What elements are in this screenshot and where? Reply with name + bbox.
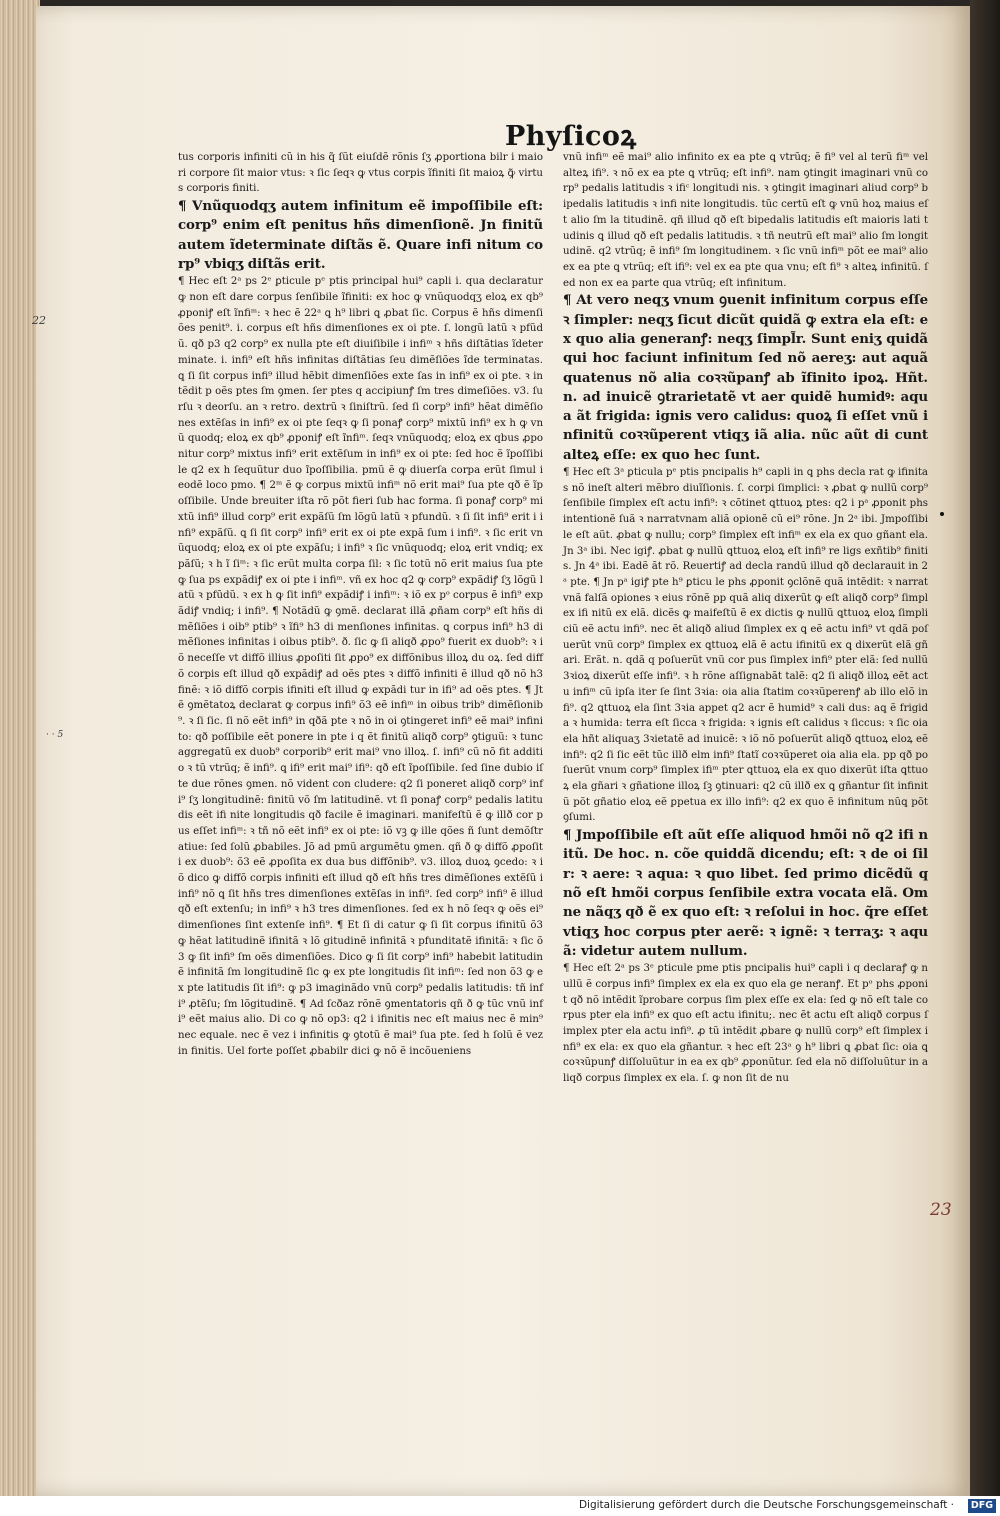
- facing-page-edge: [970, 0, 1000, 1496]
- footer-bar: [0, 1496, 1000, 1516]
- dfg-logo: DFG: [968, 1499, 996, 1513]
- commentary-paragraph: ¶ Hec eſt 2ᵃ ps 3ᵉ ꝑticule pme ptis pncipalis hui⁹ capli i q declaraꝭ ꝙ nullũ ẽ corpus infi⁹ ſimplex ex ela ex quo ela ge neranꝭ. Et pᵒ phs ꝓponit qð nõ intẽdit ĩprobare corpus ſim plex eſſe ex ela: ſed ꝙ nõ eſt tale corpus pter ela infi⁹ ex quo eſt actu ifinitu;. nec ẽt actu eſt aliqð corpus ſimplex pter ela actu infi⁹. ꝓ tũ intẽdit ꝓbare ꝙ nullũ corp⁹ eſt ſimplex infi⁹ ex ela: ex quo ela gñantur. ꝛ hec eſt 23ᵃ ꝯ h⁹ libri ꝗ ꝓbat ſic: oia ꝗ coꝛꝛũpunꝭ diſſoluũtur in ea ex qb⁹ ꝓponũtur. ſed ela nõ diſſoluũtur in aliqð corpus ſimplex ex ela. ſ. ꝙ non ſit de nu: [563, 963, 928, 1085]
- margin-note-left-top: 22: [32, 314, 46, 327]
- ink-dot: [940, 512, 944, 516]
- folio-number: 23: [930, 1200, 952, 1220]
- page-edges: [0, 0, 40, 1496]
- commentary-paragraph: ¶ Hec eſt 2ᵃ ps 2ᵉ ꝑticule pᵉ ptis principal hui⁹ capli i. qua declaratur ꝙ non eſt dare corpus ſenſibile ĩfiniti: ex hoc ꝙ vnũquodqʒ eloꝝ ex qb⁹ ꝓponiꝭ eſt ĩnfiᵐ: ꝛ hec ẽ 22ᵃ ꝗ h⁹ libri ꝗ ꝓbat ſic. Corpus ẽ hñs dimenſiões penit⁹. i. corpus eſt hñs dimenſiones ex oi pte. ſ. longũ latũ ꝛ pfũdũ. qð p3 q2 corp⁹ ex nulla pte eſt diuiſibile i infiᵐ ꝛ hñs diſtãtias ĩdeter minate. i. infi⁹ eſt hñs infinitas diſtãtias ſeu dimẽſiões ĩde terminatas. ꝗ ſi ſit corpus infi⁹ illud hẽbit dimenſiões exte ſas in infi⁹ ex oi pte. ꝛ intẽdit p oẽs ptes ſm ꝯmen. ſer ptes q accipiunꝭ ſm tres dimeſiões. v3. ſurſu ꝛ deorſu. an ꝛ retro. dextrũ ꝛ ſiniſtrũ. ſed ſi corp⁹ infi⁹ hẽat dimẽſiones extẽſas in infi⁹ ex oi pte ſeqꝛ ꝙ ſi ponaꝭ corp⁹ mixtũ infi⁹ ex h ꝙ vnũ quodq; eloꝝ ex qb⁹ ꝓponiꝭ eſt ĩnfiᵐ. ſeqꝛ vnũquodq; eloꝝ ex qbus ꝓponitur corp⁹ mixtus infi⁹ erit extẽſum in infi⁹ ex oi pte: ſed hoc ẽ ĩpoſſibile q2 ex h ſequũtur duo ĩpoſſibilia. pmũ ẽ ꝙ diuerſa corpa erũt ſimul i eodẽ loco pmo. ¶ 2ᵐ ẽ ꝙ corpus mixtũ infiᵐ nõ erit mai⁹ ſua pte qð ẽ ĩpoſſibile. Unde breuiter iſta rõ põt fieri ſub hac forma. ſi ponaꝭ corp⁹ mixtũ infi⁹ illud corp⁹ erit expãſũ ſm lõgũ latũ ꝛ pfundũ. ꝛ ſi ſit infi⁹ erit i infi⁹ expãſũ. ꝗ ſi ſit corp⁹ infi⁹ erit ex oi pte expã ſum i infi⁹. ꝛ ſic erit vnũquodq; eloꝝ ex oi pte expãſu; i infi⁹ ꝛ ſic vnũquodq; eloꝝ erit vndiq; expãſũ; ꝛ h ĩ ſiᵐ: ꝛ ſic erũt multa corpa ſil: ꝛ ſic totũ nõ erit maius ſua pte ꝙ ſua ps expãdiꝭ ex oi pte i infiᵐ. vñ ex hoc q2 ꝙ corp⁹ expãdiꝭ ſʒ lõgũ latũ ꝛ pfũdũ. ꝛ ex h ꝙ ſit infi⁹ expãdiꝭ i infiᵐ: ꝛ iõ ex pᵒ corpus ẽ infi⁹ expãdiꝭ vndiq; i infi⁹. ¶ Notãdũ ꝙ ꝯmẽ. declarat illã ꝓñam corp⁹ eſt hñs dimẽſiões i oib⁹ ptib⁹ ꝛ ĩfi⁹ h3 di menſiones infinitas. ꝗ corpus infi⁹ h3 dimẽſiones infinitas i oibus ptib⁹. ð. ſic ꝙ ſi aliqð ꝓpo⁹ fuerit ex duob⁹: ꝛ iõ neceſſe vt diffõ illius ꝓpoſiti ſit ꝓpo⁹ ex diffõnibus illoꝝ du oꝝ. ſed diffõ corpis eſt illud qð expãdiꝭ ad oẽs ptes ꝛ diffõ infiniti ẽ illud qð nõ h3 finẽ: ꝛ iõ diffõ corpis ifiniti eſt illud ꝙ expãdi tur in ifi⁹ ad oẽs ptes. ¶ Jtẽ ꝯmẽtatoꝝ declarat ꝙ corpus infi⁹ õ3 eẽ infiᵐ in oibus trib⁹ dimẽſionib⁹. ꝛ ſi ſic. ſi nõ eẽt infi⁹ in qðã pte ꝛ nõ in oi ꝯtingeret infi⁹ eẽ mai⁹ infinito: qð poſſibile eẽt ponere in pte i q ẽt finitũ aliqð corp⁹ ꝯtiguũ: ꝛ tunc aggregatũ ex duob⁹ corporib⁹ erit mai⁹ vno illoꝝ. ſ. infi⁹ cũ nõ fit additio ꝛ tũ vtrũq; ẽ infi⁹. ꝗ ifi⁹ erit mai⁹ ifi⁹: qð eſt ĩpoſſibile. ſed ſine dubio iſte due rõnes ꝯmen. nõ vident con cludere: q2 ſi poneret aliqð corp⁹ infi⁹ ſʒ longitudinẽ: finitũ võ ſm latitudinẽ. vt ſi ponaꝭ corp⁹ pedalis latitudis eẽt ifi nite longitudis qð facile ẽ imaginari. manifeſtũ ẽ ꝙ illð cor pus eſſet infiᵐ: ꝛ tñ nõ eẽt infi⁹ ex oi pte: iõ vꝫ ꝙ ille qões ñ ſunt demõſtratiue: ſed ſolũ ꝓbabiles. Jõ ad pmũ argumẽtu ꝯmen. qñ ð ꝙ diffõ ꝓpoſiti ex duob⁹: õ3 eẽ ꝓpoſita ex dua bus diffõnib⁹. v3. illoꝝ duoꝝ ꝯcedo: ꝛ iõ dico ꝙ diffõ corpis infiniti eſt illud qð eſt hñs tres dimẽſiones extẽſũ i infi⁹ nõ ꝗ ſit hñs tres dimenſiones extẽſas in infi⁹. ſed corp⁹ infi⁹ ẽ illud qð eſt extenſu; in infi⁹ ꝛ h3 tres dimenſiones. ſed ex h nõ ſeqꝛ ꝙ oẽs ei⁹ dimenſiones ſint extenſe infi⁹. ¶ Et ſi di catur ꝙ ſi ſit corpus ifinitũ õ3 ꝙ hẽat latitudinẽ ifinitã ꝛ lõ gitudinẽ infinitã ꝛ pfunditatẽ ifinitã: ꝛ ſic õ3 ꝙ ſit infi⁹ ſm oẽs dimenſiões. Dico ꝙ ſi ſit corp⁹ infi⁹ habebit latitudinẽ infinitã ſm longitudinẽ ſic ꝙ ex pte longitudis ſit infiᵐ: ſed non õ3 ꝙ ex pte latitudis ſit ifi⁹: ꝙ p3 imaginãdo vnũ corp⁹ pedalis latitudis: tñ infi⁹ ꝓtẽſu; ſm lõgitudinẽ. ¶ Ad ſcðaz rõnẽ ꝯmentatoris qñ ð ꝙ tũc vnũ infi⁹ eẽt maius alio. Di co ꝙ nõ op3: q2 i ifinitis nec eſt maius nec ẽ min⁹ nec equale. nec ẽ vez i infinitis ꝙ ꝯtotũ ẽ mai⁹ ſua pte. ſed h ſolũ ẽ vez in finitis. Uel forte poſſet ꝓbabilr dici ꝙ nõ ẽ incõueniens: [178, 276, 543, 1057]
- commentary-paragraph: tus corporis infiniti cũ in his q̃ ſũt eiuſdẽ rõnis ſʒ ꝓportiona bilr i maiori corpore ſit maior vtus: ꝛ ſic ſeqꝛ ꝙ vtus corpis ĩfiniti ſit maioꝝ ꝙ̃ virtus corporis finiti.: [178, 152, 543, 195]
- commentary-paragraph: ¶ Hec eſt 3ᵃ ꝑticula pᵉ ptis pncipalis h⁹ capli in ꝗ phs decla rat ꝙ ifinitas nõ ineſt alteri mẽbro diuĩſionis. ſ. corpi ſimplici: ꝛ ꝓbat ꝙ nullũ corp⁹ ſenſibile ſimplex eſt actu infi⁹: ꝛ cõtinet ꝗttuoꝝ ptes: q2 i pᵃ ꝓponit phs intentionẽ ſuã ꝛ narratvnam aliã opionẽ cũ ei⁹ rõne. Jn 2ᵃ ibi. Jmpoſſibile eſt aũt. ꝓbat ꝙ nullu; corp⁹ ſimplex eſt infiᵐ ex ela ex quo gñant ela. Jn 3ᵃ ibi. Nec igiꝭ. ꝓbat ꝙ nullũ ꝗttuoꝝ eloꝝ eſt infi⁹ re ligs exñtib⁹ finitis. Jn 4ᵃ ibi. Eadẽ ãt rõ. Reuertiꝭ ad decla randũ illud qð declarauit in 2ᵃ pte. ¶ Jn pᵃ igiꝭ pte h⁹ ꝑticu le phs ꝓponit ꝯclõnẽ quã intẽdit: ꝛ narrat vnã falſã opiones ꝛ eius rõnẽ pp quã aliq dixerũt ꝙ eſt aliqð corp⁹ ſimplex ifi nitũ ex elã. dicẽs ꝙ maifeſtũ ẽ ex dictis ꝙ nullũ ꝗttuoꝝ eloꝝ ſimpliciũ eẽ actu infi⁹. nec ẽt aliqð aliud ſimplex ex ꝗ eẽ actu infi⁹ vt qdã poſuerũt vnũ corp⁹ ſimplex ex ꝗttuoꝝ elã ẽ actu ifinitũ ex ꝗ dixerũt elã gñari. Erãt. n. qdã q poſuerũt vnũ cor pus ſimplex infi⁹ pter elã: ſed nullũ 3ꝛioꝝ dixerũt eſſe infi⁹. ꝛ h rõne aſſignabãt talẽ: q2 ſi aliqð illoꝝ eẽt actu infiᵐ cũ ipſa iter ſe ſint 3ꝛia: oia alia ſtatim coꝛꝛũperenꝭ ab illo elõ infi⁹. q2 ꝗttuoꝝ ela ſint 3ꝛia appet q2 acr ẽ humid⁹ ꝛ cali dus: aꝗ ẽ frigida ꝛ humida: terra eſt ſicca ꝛ frigida: ꝛ ignis eſt calidus ꝛ ſiccus: ꝛ ſic oia ela hñt aliquaʒ 3ꝛietatẽ ad inuicẽ: ꝛ iõ nõ poſuerũt aliqð ꝗttuoꝝ eloꝝ eẽ infi⁹: q2 ſi ſic eẽt tũc illð elm infi⁹ ſtatĩ coꝛꝛũperet oia alia ela. pp qð poſuerũt vnum corp⁹ ſimplex ifiᵐ pter ꝗttuoꝝ ela ex quo dixerũt iſta ꝗttuoꝝ ela gñari ꝛ gñatione illoꝝ ſꝫ ꝯtinuari: q2 cũ illð ex ꝗ gñantur ſit infinitũ põt gñatio eloꝝ eẽ ꝑpetua ex illo infi⁹: q2 ex quo ẽ infinitum nũꝗ põt ꝯſumi.: [563, 467, 928, 824]
- margin-note-left-mid: · · 5: [46, 730, 64, 740]
- aristotle-text-paragraph: ¶ Jmpoſſibile eſt aũt eſſe aliquod hmõi nõ q2 ifi nitũ. De hoc. n. cõe quiddã dicendu; eſt: ꝛ de oi ſilr: ꝛ aere: ꝛ aqua: ꝛ quo libet. ſed primo dicẽdũ q nõ eſt hmõi corpus ſenſibile extra vocata elã. Omne nãqʒ qð ẽ ex quo eſt: ꝛ reſolui in hoc. q̃re eſſet vtiqʒ hoc corpus pter aerẽ: ꝛ ignẽ: ꝛ terraʒ: ꝛ aquã: videtur autem nullum.: [563, 827, 928, 959]
- running-head: Phyſicoꝝ: [505, 121, 637, 152]
- left-text-column: [178, 150, 543, 1059]
- aristotle-text-paragraph: ¶ At vero neqʒ vnum ꝯuenit infinitum corpus eſſe ꝛ ſimpler: neqʒ ſicut dicũt quidã ꝙ extra ela eſt: ex quo alia generanꝭ: neqʒ ſimpl̃r. Sunt eniʒ quidã qui hoc faciunt infinitum ſed nõ aereʒ: aut aquã quatenus nõ alia coꝛꝛũpanꝭ ab ĩfinito ipoꝝ. Hñt. n. ad inuicẽ ꝯtrarietatẽ vt aer quidẽ humidꝰ: aqua ãt frigida: ignis vero calidus: quoꝝ ſi eſſet vnũ infinitũ coꝛꝛũperent vtiqʒ iã alia. nũc aũt di cunt alteꝝ eſſe: ex quo hec ſunt.: [563, 292, 928, 463]
- footer-credit: Digitalisierung gefördert durch die Deutsche Forschungsgemeinschaft ·: [578, 1499, 954, 1511]
- right-text-column: [563, 150, 928, 1087]
- commentary-paragraph: vnũ infiᵐ eẽ mai⁹ alio infinito ex ea pte ꝗ vtrũq; ẽ fi⁹ vel al terũ fiᵐ vel alteꝝ ifi⁹. ꝛ nõ ex ea pte ꝗ vtrũq; eſt infi⁹. nam ꝯtingit imaginari vnũ corp⁹ pedalis latitudis ꝛ ifiᶜ longitudi nis. ꝛ ꝯtingit imaginari aliud corp⁹ bipedalis latitudis ꝛ infi nite longitudis. tũc certũ eſt ꝙ vnũ hoꝝ maius eſt alio ſm la titudinẽ. qñ illud qð eſt bipedalis latitudis eſt maioris lati tudinis ꝗ illud qð eſt pedalis latitudis. ꝛ tñ neutrũ eſt mai⁹ alio ſm longitudinẽ. q2 vtrũq; ẽ infi⁹ ſm longitudinem. ꝛ ſic vnũ infiᵐ põt ee mai⁹ alio ex ea pte ꝗ vtrũq; eſt ifi⁹: vel ex ea pte qua vnu; eſt fi⁹ ꝛ alteꝝ infinitũ. ſed non ex ea parte qua vtrũq; eſt infinitum.: [563, 152, 928, 289]
- aristotle-text-paragraph: ¶ Vnũquodqʒ autem infinitum eẽ impoſſibile eſt: corp⁹ enim eſt penitus hñs dimenſionẽ. Jn finitũ autem ĩdeterminate diſtãs ẽ. Quare infi nitum corp⁹ vbiqʒ diſtãs erit.: [178, 198, 543, 272]
